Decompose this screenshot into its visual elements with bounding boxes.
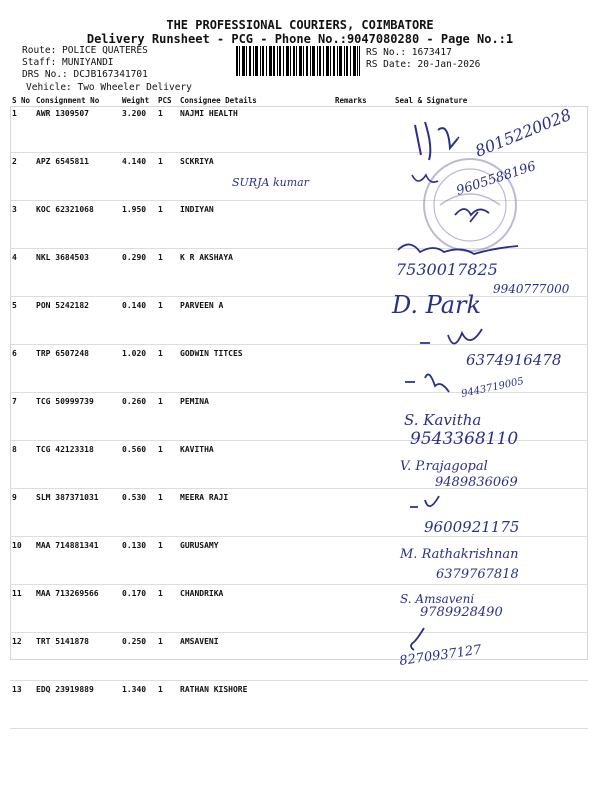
handwritten-phone-row-1: 8015220028	[472, 104, 574, 161]
cell-remarks	[333, 537, 383, 585]
barcode	[236, 46, 360, 76]
cell-pcs: 1	[156, 249, 178, 297]
cell-remarks	[333, 153, 383, 201]
table-header	[10, 95, 588, 105]
table-row	[10, 105, 588, 153]
cell-sno: 1	[10, 105, 34, 153]
cell-signature	[383, 105, 588, 153]
cell-sno: 12	[10, 633, 34, 681]
cell-consignee: NAJMI HEALTH	[178, 105, 333, 153]
cell-weight: 1.020	[120, 345, 156, 393]
cell-pcs: 1	[156, 537, 178, 585]
cell-weight: 0.560	[120, 441, 156, 489]
cell-signature	[383, 345, 588, 393]
cell-consignee: RATHAN KISHORE	[178, 681, 333, 729]
cell-signature	[383, 681, 588, 729]
cell-remarks	[333, 201, 383, 249]
cell-weight: 0.140	[120, 297, 156, 345]
handwritten-phone-row-4: 7530017825	[396, 260, 498, 279]
handwritten-phone-row-8: 9543368110	[410, 429, 519, 449]
handwritten-phone-row-7: 9443719005	[460, 375, 525, 400]
cell-remarks	[333, 681, 383, 729]
col-seal-signature: Seal & Signature	[395, 96, 468, 105]
cell-pcs: 1	[156, 441, 178, 489]
col-sno: S No	[12, 96, 31, 105]
handwritten-phone-row-2: 9605588196	[454, 158, 538, 199]
cell-consignment: PON 5242182	[34, 297, 120, 345]
cell-sno: 13	[10, 681, 34, 729]
handwritten-name-row-12: S. Amsaveni	[400, 592, 475, 606]
cell-consignment: NKL 3684503	[34, 249, 120, 297]
cell-pcs: 1	[156, 393, 178, 441]
cell-sno: 3	[10, 201, 34, 249]
table-row	[10, 345, 588, 393]
runsheet-title: Delivery Runsheet - PCG - Phone No.:9047080280 - Page No.:1	[86, 32, 514, 46]
cell-consignment: AWR 1309507	[34, 105, 120, 153]
cell-weight: 4.140	[120, 153, 156, 201]
handwritten-phone-row-10: 9600921175	[424, 518, 520, 536]
cell-consignment: KOC 62321068	[34, 201, 120, 249]
table-row	[10, 681, 588, 729]
cell-signature	[383, 297, 588, 345]
cell-remarks	[333, 105, 383, 153]
runsheet-table	[10, 95, 588, 729]
cell-sno: 6	[10, 345, 34, 393]
cell-signature	[383, 441, 588, 489]
cell-signature	[383, 153, 588, 201]
table-row	[10, 537, 588, 585]
table-row	[10, 393, 588, 441]
cell-weight: 3.200	[120, 105, 156, 153]
cell-pcs: 1	[156, 153, 178, 201]
handwritten-name-row-5: D. Park	[392, 291, 482, 319]
handwritten-phone-row-13: 8270937127	[398, 642, 483, 669]
table-row	[10, 441, 588, 489]
cell-remarks	[333, 489, 383, 537]
cell-consignment: TRP 6507248	[34, 345, 120, 393]
col-consignee: Consignee Details	[180, 96, 257, 105]
handwritten-phone-row-5: 9940777000	[493, 282, 570, 296]
cell-consignment: TCG 50999739	[34, 393, 120, 441]
route-label: Route: POLICE QUATERES	[22, 45, 148, 56]
company-title: THE PROFESSIONAL COURIERS, COIMBATORE	[166, 18, 434, 32]
cell-pcs: 1	[156, 489, 178, 537]
handwritten-phone-row-12: 9789928490	[420, 605, 503, 620]
cell-consignee: CHANDRIKA	[178, 585, 333, 633]
col-consignment: Consignment No	[36, 96, 100, 105]
cell-remarks	[333, 441, 383, 489]
handwritten-name-row-11: M. Rathakrishnan	[400, 547, 519, 562]
cell-pcs: 1	[156, 297, 178, 345]
vehicle-label: Vehicle: Two Wheeler Delivery	[26, 82, 192, 93]
cell-signature	[383, 537, 588, 585]
table-row	[10, 585, 588, 633]
cell-sno: 11	[10, 585, 34, 633]
cell-weight: 0.130	[120, 537, 156, 585]
cell-consignee: SCKRIYA	[178, 153, 333, 201]
cell-sno: 2	[10, 153, 34, 201]
cell-sno: 4	[10, 249, 34, 297]
cell-sno: 7	[10, 393, 34, 441]
handwritten-phone-row-11: 6379767818	[436, 567, 519, 582]
cell-remarks	[333, 393, 383, 441]
cell-consignment: TCG 42123318	[34, 441, 120, 489]
cell-consignment: EDQ 23919889	[34, 681, 120, 729]
handwritten-note-row-2: SURJA kumar	[232, 176, 309, 189]
col-pcs: PCS	[158, 96, 172, 105]
cell-pcs: 1	[156, 633, 178, 681]
table-row	[10, 633, 588, 681]
cell-consignment: SLM 387371031	[34, 489, 120, 537]
cell-signature	[383, 393, 588, 441]
cell-weight: 0.260	[120, 393, 156, 441]
cell-signature	[383, 249, 588, 297]
cell-remarks	[333, 297, 383, 345]
handwritten-name-row-8: S. Kavitha	[404, 411, 482, 429]
cell-sno: 8	[10, 441, 34, 489]
cell-remarks	[333, 633, 383, 681]
cell-consignment: MAA 713269566	[34, 585, 120, 633]
col-remarks: Remarks	[335, 96, 367, 105]
staff-label: Staff: MUNIYANDI	[22, 57, 114, 68]
cell-consignment: MAA 714881341	[34, 537, 120, 585]
cell-pcs: 1	[156, 681, 178, 729]
cell-consignee: GURUSAMY	[178, 537, 333, 585]
table-row	[10, 297, 588, 345]
cell-weight: 0.530	[120, 489, 156, 537]
cell-consignment: TRT 5141878	[34, 633, 120, 681]
cell-signature	[383, 489, 588, 537]
handwritten-name-row-9: V. P.rajagopal	[400, 459, 488, 474]
cell-weight: 0.250	[120, 633, 156, 681]
cell-pcs: 1	[156, 105, 178, 153]
cell-consignee: PEMINA	[178, 393, 333, 441]
drs-number: DRS No.: DCJB167341701	[22, 69, 148, 80]
col-weight: Weight	[122, 96, 150, 105]
cell-consignee: K R AKSHAYA	[178, 249, 333, 297]
cell-remarks	[333, 345, 383, 393]
cell-sno: 10	[10, 537, 34, 585]
rs-date: RS Date: 20-Jan-2026	[366, 59, 481, 70]
cell-consignee: INDIYAN	[178, 201, 333, 249]
cell-weight: 0.290	[120, 249, 156, 297]
cell-consignment: APZ 6545811	[34, 153, 120, 201]
cell-consignee: AMSAVENI	[178, 633, 333, 681]
cell-weight: 1.950	[120, 201, 156, 249]
table-row	[10, 249, 588, 297]
cell-weight: 1.340	[120, 681, 156, 729]
cell-pcs: 1	[156, 201, 178, 249]
cell-pcs: 1	[156, 345, 178, 393]
cell-consignee: PARVEEN A	[178, 297, 333, 345]
cell-consignee: MEERA RAJI	[178, 489, 333, 537]
cell-sno: 9	[10, 489, 34, 537]
cell-signature	[383, 585, 588, 633]
table-row	[10, 153, 588, 201]
cell-consignee: GODWIN TITCES	[178, 345, 333, 393]
cell-pcs: 1	[156, 585, 178, 633]
cell-remarks	[333, 249, 383, 297]
cell-weight: 0.170	[120, 585, 156, 633]
cell-sno: 5	[10, 297, 34, 345]
handwritten-phone-row-6: 6374916478	[466, 351, 562, 369]
table-row	[10, 201, 588, 249]
rs-number: RS No.: 1673417	[366, 47, 452, 58]
cell-consignee: KAVITHA	[178, 441, 333, 489]
handwritten-phone-row-9: 9489836069	[435, 475, 518, 490]
cell-signature	[383, 201, 588, 249]
table-row	[10, 489, 588, 537]
cell-signature	[383, 633, 588, 681]
cell-remarks	[333, 585, 383, 633]
